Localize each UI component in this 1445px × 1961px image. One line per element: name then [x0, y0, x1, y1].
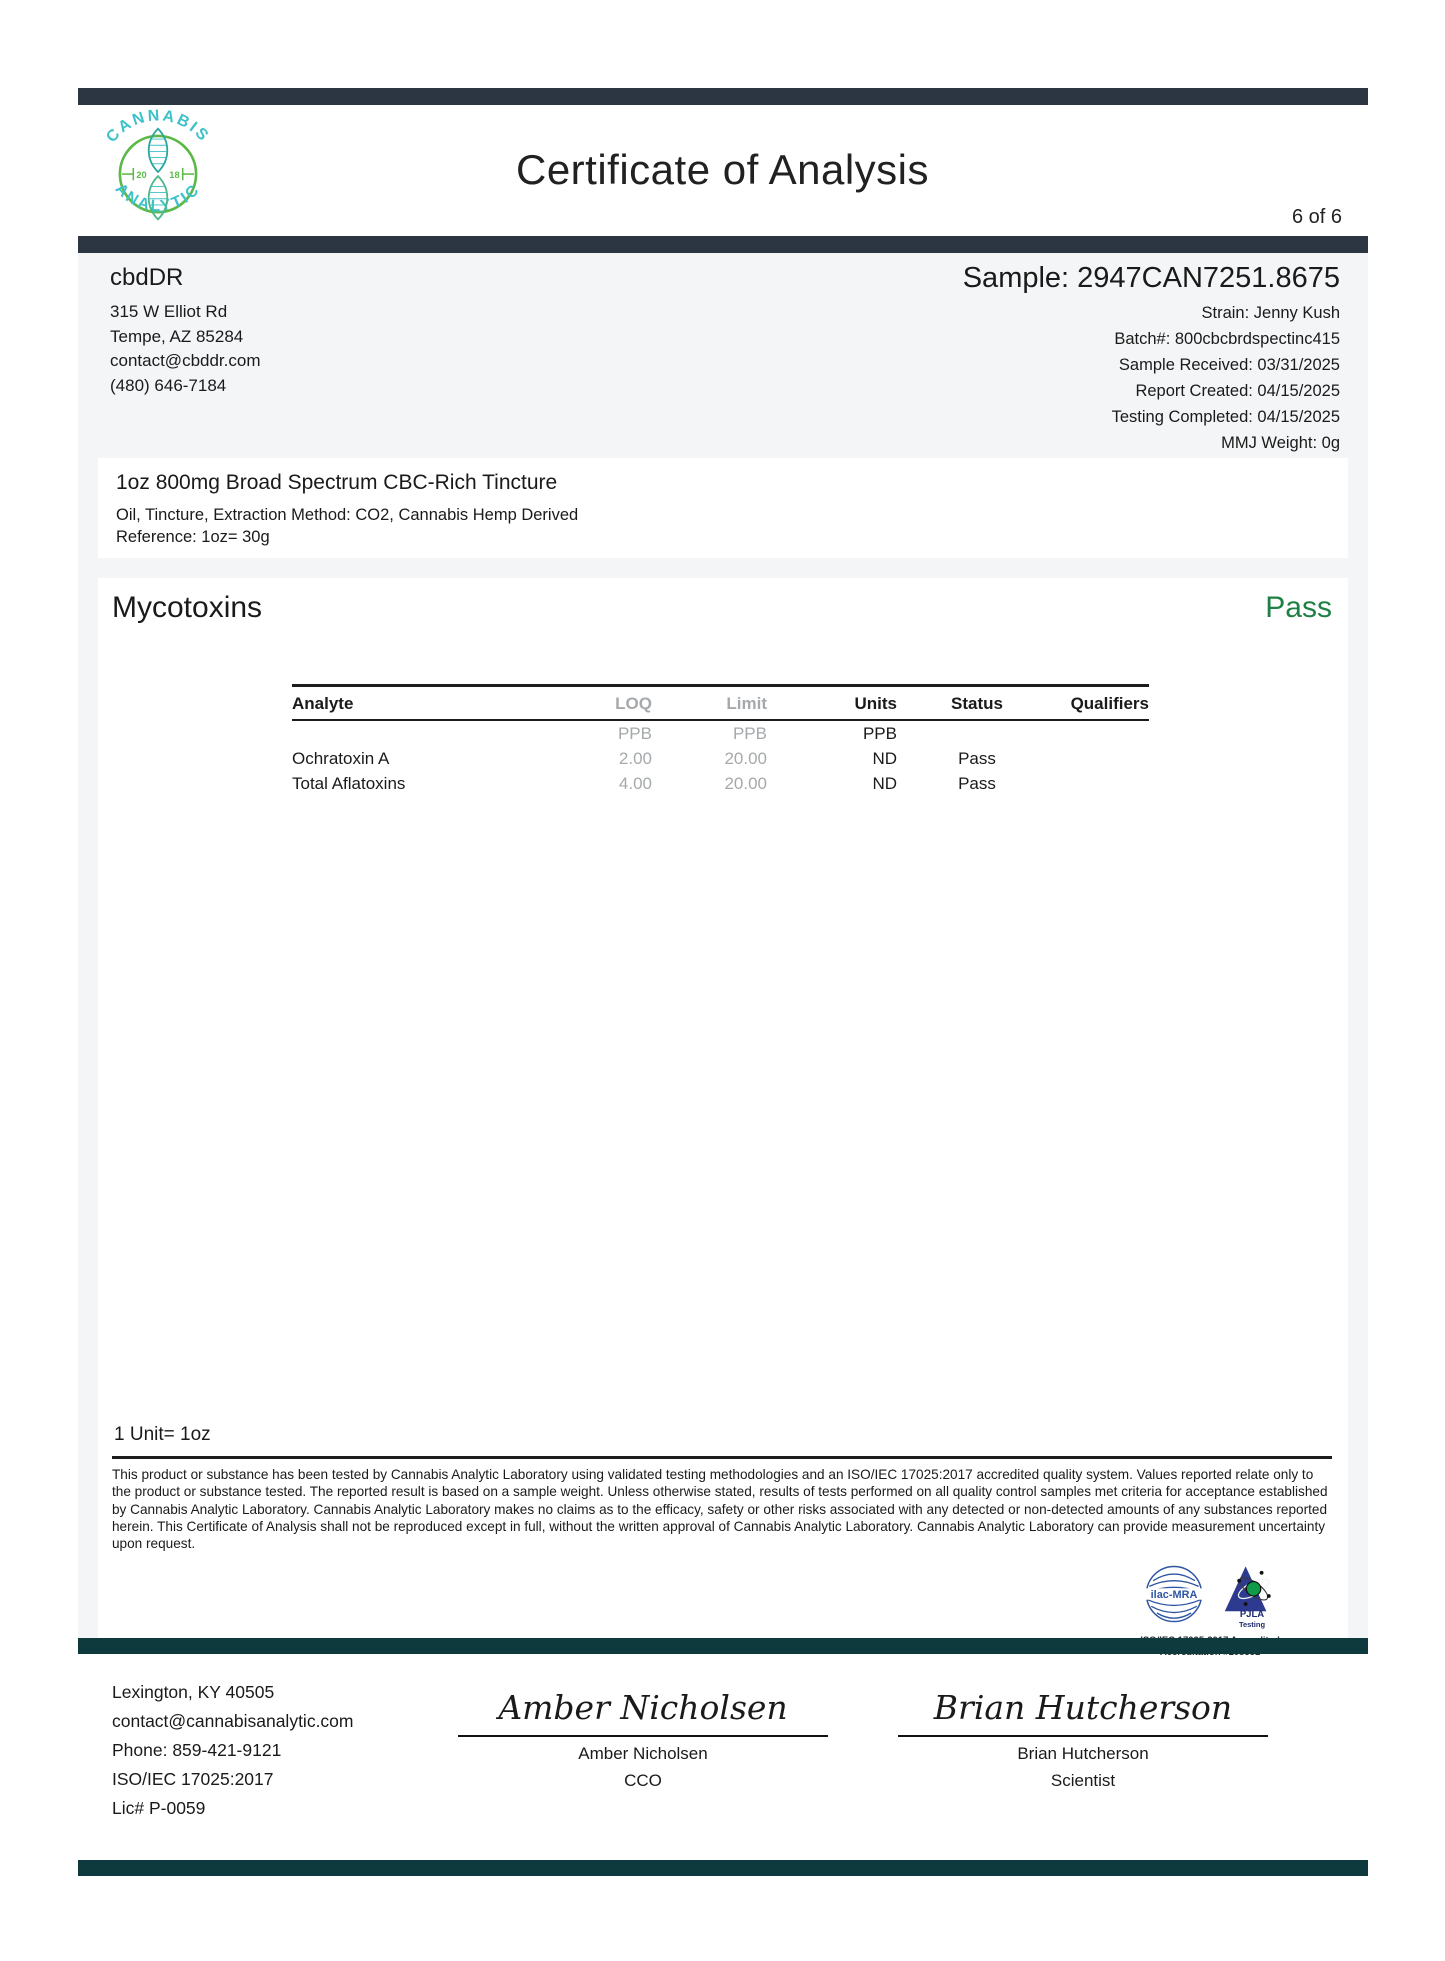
- signature-block-scientist: [898, 1688, 1268, 1791]
- units-units: PPB: [862, 724, 897, 743]
- units-analyte: [292, 720, 507, 746]
- sample-report-created: Report Created: 04/15/2025: [1135, 382, 1340, 400]
- ilac-mra-label: ilac-MRA: [1150, 1589, 1198, 1602]
- col-units: Units: [767, 686, 897, 721]
- section-status-pass: Pass: [1265, 591, 1332, 624]
- signatory-name-scientist: Brian Hutcherson: [1017, 1744, 1149, 1763]
- lab-contact-block: [112, 1678, 354, 1823]
- row2-loq: 4.00: [618, 774, 652, 793]
- table-row: [292, 746, 1149, 771]
- units-row: [292, 720, 1149, 746]
- client-address-line1: 315 W Elliot Rd: [110, 302, 228, 321]
- section-title: Mycotoxins: [112, 591, 263, 624]
- product-reference: Reference: 1oz= 30g: [116, 528, 270, 546]
- col-limit: Limit: [652, 686, 767, 721]
- top-divider-bar: [78, 88, 1368, 105]
- logo-year-left: 20: [136, 170, 147, 181]
- row1-qualifiers: [1057, 746, 1149, 771]
- footer-divider-bar: [78, 1638, 1368, 1654]
- signature-script-cco: Amber Nicholsen: [458, 1688, 828, 1737]
- col-qualifiers: Qualifiers: [1057, 686, 1149, 721]
- sample-mmj-weight: MMJ Weight: 0g: [1221, 434, 1340, 452]
- section-header: [98, 578, 1348, 625]
- signatory-title-scientist: Scientist: [1050, 1771, 1116, 1790]
- pjla-logo: [1220, 1560, 1284, 1629]
- svg-text:CANNABIS: [103, 107, 213, 146]
- sample-received: Sample Received: 03/31/2025: [1118, 356, 1340, 374]
- lab-email: contact@cannabisanalytic.com: [112, 1711, 354, 1731]
- disclaimer-text: This product or substance has been tested by Cannabis Analytic Laboratory using validated testing methodologies and an ISO/IEC 17025:2017 accredited quality system. Values reported relate only to the product or substance tested. The reported result is based on a sample weight. Unless otherwise stated, results of tests performed on all quality control samples met criteria for acceptance established by Cannabis Analytic Laboratory. Cannabis Analytic Laboratory makes no claims as to the efficacy, safety or other risks associated with any detected or non-detected amounts of any substances reported herein. This Certificate of Analysis shall not be reproduced except in full, without the written approval of Cannabis Analytic Laboratory. Cannabis Analytic Laboratory can provide measurement uncertainty upon request.: [112, 1467, 1328, 1552]
- pjla-label: PJLA: [1239, 1608, 1265, 1620]
- col-status: Status: [897, 686, 1057, 721]
- col-analyte: Analyte: [292, 686, 507, 721]
- results-header-row: [292, 686, 1149, 721]
- lab-address: Lexington, KY 40505: [112, 1682, 275, 1702]
- table-row: [292, 771, 1149, 796]
- logo-arc-top-text: CANNABIS: [103, 107, 213, 146]
- row1-loq: 2.00: [618, 749, 652, 768]
- row2-status: Pass: [958, 774, 996, 793]
- sample-batch: Batch#: 800cbcbrdspectinc415: [1114, 330, 1340, 348]
- sample-info-block: [963, 262, 1340, 456]
- product-info-box: [98, 458, 1348, 558]
- footnote-rule: [112, 1456, 1332, 1459]
- row2-analyte: Total Aflatoxins: [292, 774, 406, 793]
- row1-analyte: Ochratoxin A: [292, 749, 390, 768]
- lab-phone: Phone: 859-421-9121: [112, 1740, 282, 1760]
- panel-footnote-block: [112, 1424, 1332, 1659]
- units-status: [897, 720, 1057, 746]
- units-loq: PPB: [617, 724, 652, 743]
- row1-limit: 20.00: [724, 749, 767, 768]
- product-description: Oil, Tincture, Extraction Method: CO2, Cannabis Hemp Derived: [116, 506, 579, 524]
- page-number: 6 of 6: [1291, 206, 1342, 228]
- logo-year-right: 18: [169, 170, 180, 181]
- mycotoxins-panel: [98, 578, 1348, 1638]
- row2-units: ND: [872, 774, 897, 793]
- row1-units: ND: [872, 749, 897, 768]
- row2-qualifiers: [1057, 771, 1149, 796]
- pjla-sub-label: Testing: [1238, 1619, 1266, 1629]
- client-email: contact@cbddr.com: [110, 351, 261, 370]
- sample-testing-completed: Testing Completed: 04/15/2025: [1111, 408, 1340, 426]
- units-qualifiers: [1057, 720, 1149, 746]
- signatory-name-cco: Amber Nicholsen: [578, 1744, 708, 1763]
- signature-script-scientist: Brian Hutcherson: [898, 1688, 1268, 1737]
- lab-iso: ISO/IEC 17025:2017: [112, 1769, 274, 1789]
- client-name: cbdDR: [110, 264, 184, 291]
- bottom-bar: [78, 1860, 1368, 1876]
- client-info-block: [110, 264, 261, 398]
- row2-limit: 20.00: [724, 774, 767, 793]
- unit-note: 1 Unit= 1oz: [114, 1424, 211, 1445]
- signatory-title-cco: CCO: [624, 1771, 662, 1790]
- client-phone: (480) 646-7184: [110, 375, 227, 395]
- header-divider-bar: [78, 236, 1368, 253]
- document-title: Certificate of Analysis: [515, 146, 929, 193]
- sample-strain: Strain: Jenny Kush: [1201, 304, 1340, 322]
- col-loq: LOQ: [507, 686, 652, 721]
- signature-block-cco: [458, 1688, 828, 1791]
- results-table: [292, 684, 1149, 796]
- client-address-line2: Tempe, AZ 85284: [110, 326, 244, 346]
- units-limit: PPB: [732, 724, 767, 743]
- product-name: 1oz 800mg Broad Spectrum CBC-Rich Tincture: [116, 471, 558, 494]
- ilac-mra-logo-icon: [1136, 1556, 1212, 1632]
- logo-arc-bottom-text: ANALYTIC: [111, 180, 205, 216]
- lab-license: Lic# P-0059: [112, 1798, 206, 1818]
- row1-status: Pass: [958, 749, 996, 768]
- sample-id: Sample: 2947CAN7251.8675: [962, 262, 1340, 294]
